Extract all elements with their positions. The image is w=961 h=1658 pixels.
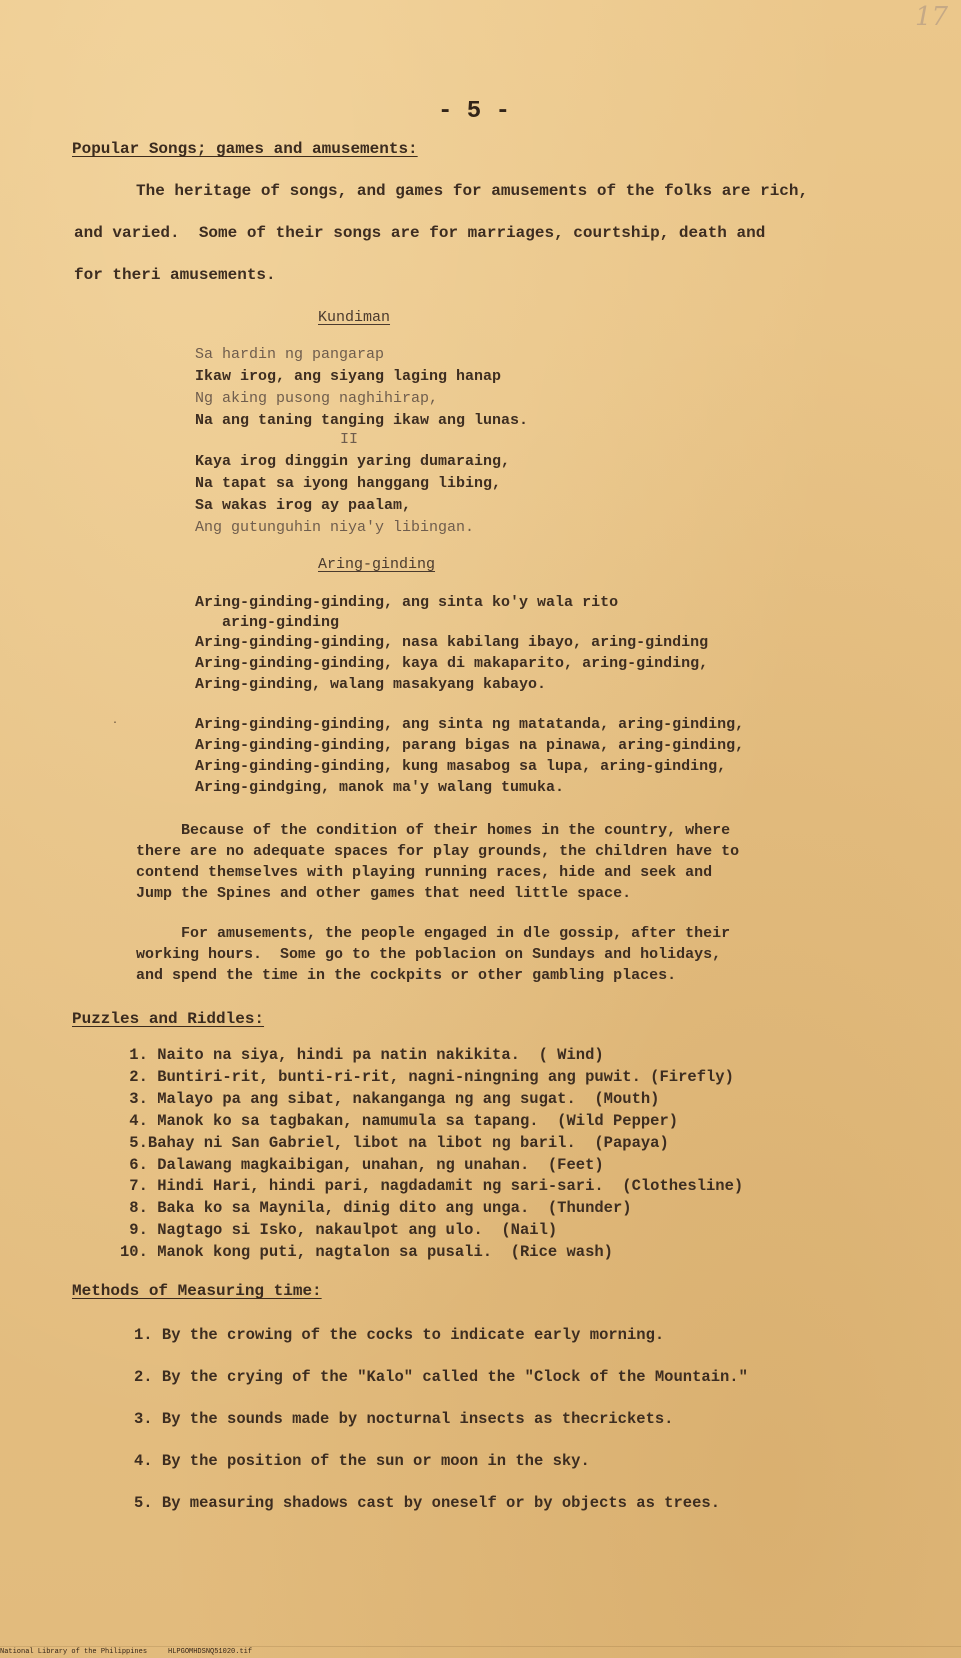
- riddle-item: 1. Naito na siya, hindi pa natin nakikita. ( Wind): [120, 1046, 604, 1064]
- time-method-item: 4. By the position of the sun or moon in the sky.: [134, 1452, 590, 1470]
- scan-edge-line: [0, 1646, 961, 1647]
- songs-paragraph-line: The heritage of songs, and games for amusements of the folks are rich,: [136, 182, 809, 200]
- songs-heading: Popular Songs; games and amusements:: [72, 140, 418, 158]
- riddle-item: 10. Manok kong puti, nagtalon sa pusali. (Rice wash): [120, 1243, 613, 1261]
- kundiman-line: Ikaw irog, ang siyang laging hanap: [195, 368, 502, 385]
- amusements-paragraph-line: For amusements, the people engaged in dle gossip, after their: [136, 925, 731, 942]
- aring-ginding-line: aring-ginding: [195, 614, 340, 631]
- kundiman-line: Sa wakas irog ay paalam,: [195, 497, 412, 514]
- kundiman-line: Na ang taning tanging ikaw ang lunas.: [195, 412, 529, 429]
- songs-paragraph-line: for theri amusements.: [74, 266, 276, 284]
- kundiman-title: Kundiman: [318, 309, 391, 326]
- aring-ginding-line: Aring-ginding-ginding, ang sinta ko'y wala rito: [195, 594, 619, 611]
- kundiman-line: Na tapat sa iyong hanggang libing,: [195, 475, 502, 492]
- riddles-heading: Puzzles and Riddles:: [72, 1010, 265, 1028]
- kundiman-line: Ang gutunguhin niya'y libingan.: [195, 519, 475, 536]
- margin-dot: .: [112, 716, 119, 727]
- riddle-item: 9. Nagtago si Isko, nakaulpot ang ulo. (Nail): [120, 1221, 558, 1239]
- aring-ginding-line: Aring-ginding-ginding, nasa kabilang ibayo, aring-ginding: [195, 634, 709, 651]
- riddle-item: 7. Hindi Hari, hindi pari, nagdadamit ng sari-sari. (Clothesline): [120, 1177, 744, 1195]
- riddle-item: 5.Bahay ni San Gabriel, libot na libot ng baril. (Papaya): [120, 1134, 669, 1152]
- homes-paragraph-line: there are no adequate spaces for play grounds, the children have to: [136, 843, 740, 860]
- riddle-item: 2. Buntiri-rit, bunti-ri-rit, nagni-ningning ang puwit. (Firefly): [120, 1068, 734, 1086]
- riddle-item: 8. Baka ko sa Maynila, dinig dito ang unga. (Thunder): [120, 1199, 632, 1217]
- time-methods-heading: Methods of Measuring time:: [72, 1282, 322, 1300]
- aring-ginding-line: Aring-ginding-ginding, kung masabog sa lupa, aring-ginding,: [195, 758, 727, 775]
- aring-ginding-line: Aring-ginding, walang masakyang kabayo.: [195, 676, 547, 693]
- time-method-item: 5. By measuring shadows cast by oneself or by objects as trees.: [134, 1494, 720, 1512]
- amusements-paragraph-line: and spend the time in the cockpits or other gambling places.: [136, 967, 677, 984]
- page-number: - 5 -: [438, 98, 511, 125]
- riddle-item: 6. Dalawang magkaibigan, unahan, ng unahan. (Feet): [120, 1156, 604, 1174]
- kundiman-stanza-numeral: II: [340, 431, 359, 448]
- aring-ginding-title: Aring-ginding: [318, 556, 436, 573]
- time-method-item: 1. By the crowing of the cocks to indicate early morning.: [134, 1326, 665, 1344]
- aring-ginding-line: Aring-ginding-ginding, parang bigas na pinawa, aring-ginding,: [195, 737, 745, 754]
- aring-ginding-line: Aring-ginding-ginding, kaya di makaparito, aring-ginding,: [195, 655, 709, 672]
- corner-page-mark: 17: [915, 2, 949, 32]
- homes-paragraph-line: Because of the condition of their homes in the country, where: [136, 822, 731, 839]
- aring-ginding-line: Aring-ginding-ginding, ang sinta ng matatanda, aring-ginding,: [195, 716, 745, 733]
- homes-paragraph-line: Jump the Spines and other games that need little space.: [136, 885, 632, 902]
- time-method-item: 3. By the sounds made by nocturnal insects as thecrickets.: [134, 1410, 674, 1428]
- kundiman-line: Sa hardin ng pangarap: [195, 346, 385, 363]
- riddle-item: 4. Manok ko sa tagbakan, namumula sa tapang. (Wild Pepper): [120, 1112, 679, 1130]
- kundiman-line: Ng aking pusong naghihirap,: [195, 390, 439, 407]
- amusements-paragraph-line: working hours. Some go to the poblacion on Sundays and holidays,: [136, 946, 722, 963]
- aring-ginding-line: Aring-gindging, manok ma'y walang tumuka.: [195, 779, 565, 796]
- songs-paragraph-line: and varied. Some of their songs are for marriages, courtship, death and: [74, 224, 766, 242]
- riddle-item: 3. Malayo pa ang sibat, nakanganga ng ang sugat. (Mouth): [120, 1090, 660, 1108]
- kundiman-line: Kaya irog dinggin yaring dumaraing,: [195, 453, 511, 470]
- homes-paragraph-line: contend themselves with playing running races, hide and seek and: [136, 864, 713, 881]
- archive-footer: National Library of the Philippines HLPGOMHDSNQ51020.tif: [0, 1648, 253, 1656]
- time-method-item: 2. By the crying of the "Kalo" called the "Clock of the Mountain.": [134, 1368, 748, 1386]
